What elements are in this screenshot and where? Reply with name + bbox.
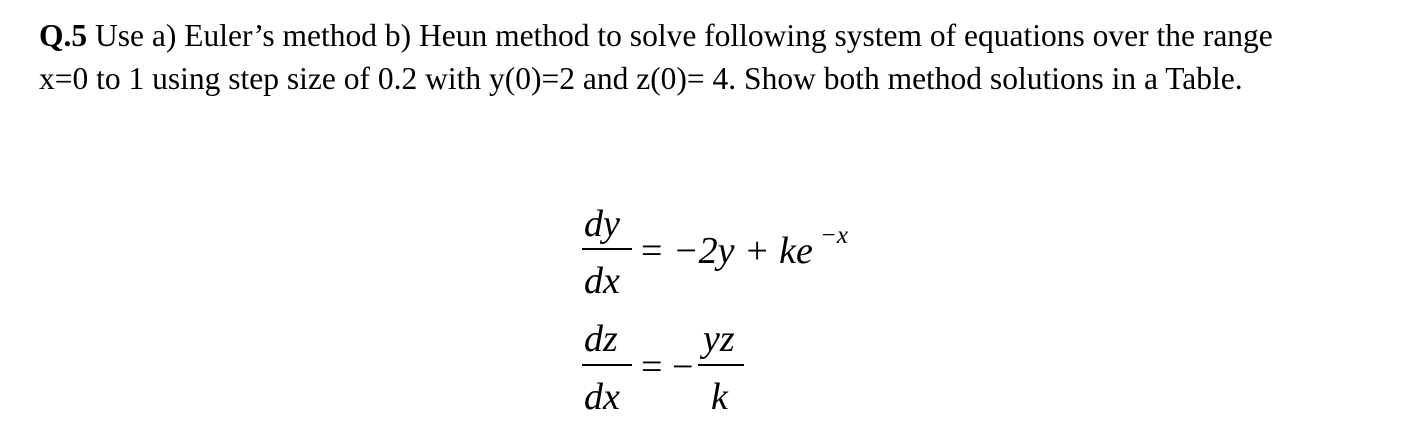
eq1-numerator: dy (584, 203, 620, 245)
eq2-numerator: dz (584, 318, 618, 360)
eq1-exponent: −x (820, 222, 848, 249)
eq2-equals: = (641, 346, 663, 388)
question-line-2: x=0 to 1 using step size of 0.2 with y(0)=2 and z(0)= 4. Show both method solutions in a Table. (39, 61, 1243, 96)
eq1-fraction-bar (582, 248, 632, 250)
eq2-rhs-numerator: yz (703, 318, 735, 360)
eq1-denominator: dx (584, 260, 620, 302)
eq2-minus: − (672, 346, 694, 388)
eq2-denominator: dx (584, 376, 620, 418)
eq2-rhs-denominator: k (711, 376, 728, 418)
eq2-fraction-bar (582, 364, 632, 366)
eq1-equals: = (641, 230, 663, 272)
question-number: Q.5 (39, 18, 88, 53)
eq2-rhs-fraction-bar (698, 364, 744, 366)
question-line-1-text: Use a) Euler’s method b) Heun method to solve following system of equations over the range (87, 18, 1273, 53)
eq1-rhs: −2y + ke (673, 230, 813, 272)
